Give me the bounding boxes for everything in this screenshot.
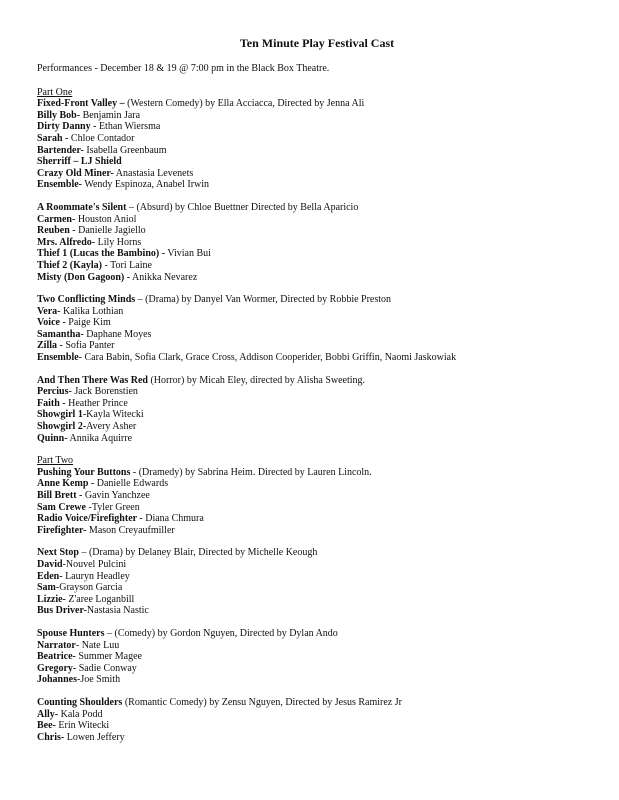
role-name: Sam Crewe <box>37 501 86 513</box>
actor-name: Danielle Edwards <box>94 478 169 490</box>
part-heading: Part Two <box>37 455 74 467</box>
play-section <box>37 87 597 191</box>
actor-name: - Nate Luu <box>75 639 120 651</box>
actor-name: Z'aree Loganbill <box>65 593 135 605</box>
role-name: Bill Brett - <box>37 490 83 501</box>
play-title: And Then There Was Red <box>37 374 148 386</box>
role-name: Sherriff – LJ Shield <box>37 156 122 168</box>
actor-name: Daphane Moyes <box>83 328 152 340</box>
role-name: Mrs. Alfredo- <box>37 236 96 248</box>
document-page <box>37 36 597 754</box>
role-name: Reuben - <box>37 225 76 237</box>
actor-name: Kala Podd <box>58 708 103 720</box>
actor-name: Erin Witecki <box>55 720 110 732</box>
cast-line <box>37 306 597 318</box>
role-name: Quinn- <box>37 432 68 444</box>
actor-name: Benjamin Jara <box>80 109 141 121</box>
cast-line <box>37 352 597 364</box>
play-title-line <box>37 697 597 709</box>
cast-line <box>37 525 597 537</box>
cast-line <box>37 145 597 157</box>
play-details: - (Dramedy) by Sabrina Heim. Directed by Lauren Lincoln. <box>130 466 372 478</box>
play-title-line <box>37 375 597 387</box>
play-details: – (Comedy) by Gordon Nguyen, Directed by Dylan Ando <box>104 627 338 639</box>
actor-name: Chloe Contador <box>68 132 135 144</box>
cast-line <box>37 720 597 732</box>
role-name: Sarah - <box>37 132 69 144</box>
play-details: – (Drama) by Danyel Van Wormer, Directed by Robbie Preston <box>135 294 392 306</box>
role-name: Showgirl 1- <box>37 409 87 421</box>
actor-name: Sadie Conway <box>76 662 137 674</box>
play-title-line <box>37 294 597 306</box>
role-name: Eden- <box>37 570 63 582</box>
role-name: Beatrice- <box>37 651 76 663</box>
role-name: Firefighter- <box>37 524 87 536</box>
play-details: (Horror) by Micah Eley, directed by Alisha Sweeting. <box>147 374 366 386</box>
play-title: A Roommate's Silent <box>37 201 127 213</box>
actor-name: Wendy Espinoza, Anabel Irwin <box>82 179 210 191</box>
play-section <box>37 294 597 364</box>
actor-name: -Joe Smith <box>77 674 121 686</box>
cast-line <box>37 640 597 652</box>
cast-line <box>37 340 597 352</box>
cast-line <box>37 732 597 744</box>
cast-line <box>37 225 597 237</box>
play-section <box>37 202 597 283</box>
cast-line <box>37 478 597 490</box>
role-name: Ensemble- <box>37 179 82 191</box>
play-title-line <box>37 202 597 214</box>
cast-line <box>37 248 597 260</box>
cast-line <box>37 386 597 398</box>
cast-line <box>37 156 597 168</box>
cast-line <box>37 329 597 341</box>
actor-name: Heather Prince <box>65 397 128 409</box>
cast-line <box>37 490 597 502</box>
role-name: Faith - <box>37 397 66 409</box>
role-name: Percius- <box>37 386 72 398</box>
play-section <box>37 455 597 536</box>
play-title: Counting Shoulders <box>37 696 123 708</box>
cast-line <box>37 594 597 606</box>
role-name: Thief 2 (Kayla) <box>37 259 102 271</box>
play-title-line <box>37 467 597 479</box>
play-title-line <box>37 98 597 110</box>
actor-name: Lauryn Headley <box>62 570 130 582</box>
actor-name: Houston Aniol <box>75 213 137 225</box>
actor-name: Anastasia Levenets <box>113 167 194 179</box>
play-section <box>37 628 597 686</box>
role-name: Narrator <box>37 639 76 651</box>
role-name: Sam <box>37 582 56 594</box>
role-name: Samantha- <box>37 328 84 340</box>
cast-list <box>37 87 597 744</box>
cast-line <box>37 421 597 433</box>
cast-line <box>37 433 597 445</box>
play-title-line <box>37 628 597 640</box>
role-name: David <box>37 558 63 570</box>
actor-name: Kayla Witecki <box>86 409 144 421</box>
actor-name: Ethan Wiersma <box>96 121 161 133</box>
actor-name: Danielle Jagiello <box>75 225 146 237</box>
role-name: Anne Kemp - <box>37 478 95 490</box>
cast-line <box>37 121 597 133</box>
actor-name: -Grayson Garcia <box>55 582 123 594</box>
actor-name: -Nouvel Pulcini <box>62 558 127 570</box>
actor-name: Gavin Yanchzee <box>82 490 150 501</box>
actor-name: Paige Kim <box>65 317 111 329</box>
performance-info: Performances - December 18 & 19 @ 7:00 pm in the Black Box Theatre. <box>37 63 330 74</box>
cast-line <box>37 674 597 686</box>
role-name: Lizzie- <box>37 593 66 605</box>
actor-name: Lowen Jeffery <box>64 731 125 743</box>
cast-line <box>37 663 597 675</box>
role-name: Voice - <box>37 317 66 329</box>
play-title: Two Conflicting Minds <box>37 294 136 306</box>
cast-line <box>37 502 597 514</box>
cast-line <box>37 237 597 249</box>
cast-line <box>37 317 597 329</box>
play-details: (Western Comedy) by Ella Acciacca, Directed by Jenna Ali <box>124 98 365 110</box>
role-name: Radio Voice/Firefighter - <box>37 513 143 525</box>
role-name: Bartender- <box>37 144 84 156</box>
actor-name: Isabella Greenbaum <box>83 144 167 156</box>
actor-name: Lily Horns <box>95 236 142 248</box>
play-section <box>37 375 597 445</box>
actor-name: Mason Creyaufmiller <box>86 524 175 536</box>
actor-name: Avery Asher <box>86 421 137 433</box>
cast-line <box>37 605 597 617</box>
cast-line <box>37 272 597 284</box>
role-name: Bus Driver- <box>37 605 87 617</box>
role-name: Ensemble <box>37 352 79 364</box>
part-heading: Part One <box>37 86 73 98</box>
actor-name: Sofia Panter <box>62 340 115 352</box>
cast-line <box>37 571 597 583</box>
play-details: – (Absurd) by Chloe Buettner Directed by Bella Aparicio <box>126 201 359 213</box>
actor-name: - Cara Babin, Sofia Clark, Grace Cross, Addison Cooperider, Bobbi Griffin, Naomi Jaskowiak <box>78 352 457 364</box>
actor-name: Diana Chmura <box>142 513 204 525</box>
play-section <box>37 697 597 743</box>
role-name: Johannes <box>37 674 78 686</box>
document-title: Ten Minute Play Festival Cast <box>239 36 395 50</box>
actor-name: -Tyler Green <box>85 501 140 513</box>
role-name: Misty (Don Gagoon) - <box>37 271 131 283</box>
actor-name: Annika Aquirre <box>67 432 133 444</box>
actor-name: Anikka Nevarez <box>130 271 198 283</box>
role-name: Vera- <box>37 305 61 317</box>
actor-name: Jack Borenstien <box>71 386 138 398</box>
cast-line <box>37 409 597 421</box>
cast-line <box>37 651 597 663</box>
play-title: Pushing Your Buttons <box>37 466 131 478</box>
actor-name: Nastasia Nastic <box>86 605 149 617</box>
play-title-line <box>37 547 597 559</box>
play-title: Fixed-Front Valley – <box>37 98 125 110</box>
role-name: Crazy Old Miner- <box>37 167 114 179</box>
cast-line <box>37 168 597 180</box>
cast-line <box>37 559 597 571</box>
actor-name: Kalika Lothian <box>60 305 124 317</box>
cast-line <box>37 582 597 594</box>
play-details: – (Drama) by Delaney Blair, Directed by Michelle Keough <box>78 547 318 559</box>
role-name: Gregory- <box>37 662 77 674</box>
play-title: Next Stop <box>37 547 79 559</box>
actor-name: Vivian Bui <box>165 248 211 260</box>
role-name: Ally- <box>37 708 59 720</box>
role-name: Bee- <box>37 720 56 732</box>
role-name: Chris- <box>37 731 65 743</box>
role-name: Showgirl 2- <box>37 421 87 433</box>
actor-name: - Tori Laine <box>102 259 152 271</box>
play-title: Spouse Hunters <box>37 627 105 639</box>
play-details: (Romantic Comedy) by Zensu Nguyen, Directed by Jesus Ramirez Jr <box>122 696 402 708</box>
role-name: Billy Bob- <box>37 109 81 121</box>
cast-line <box>37 398 597 410</box>
role-name: Dirty Danny - <box>37 121 97 133</box>
cast-line <box>37 110 597 122</box>
cast-line <box>37 260 597 272</box>
cast-line <box>37 179 597 191</box>
role-name: Thief 1 (Lucas the Bambino) - <box>37 248 166 260</box>
cast-line <box>37 133 597 145</box>
cast-line <box>37 513 597 525</box>
play-section <box>37 547 597 617</box>
cast-line <box>37 709 597 721</box>
role-name: Zilla - <box>37 340 63 352</box>
role-name: Carmen- <box>37 213 76 225</box>
cast-line <box>37 214 597 226</box>
actor-name: Summer Magee <box>75 651 142 663</box>
